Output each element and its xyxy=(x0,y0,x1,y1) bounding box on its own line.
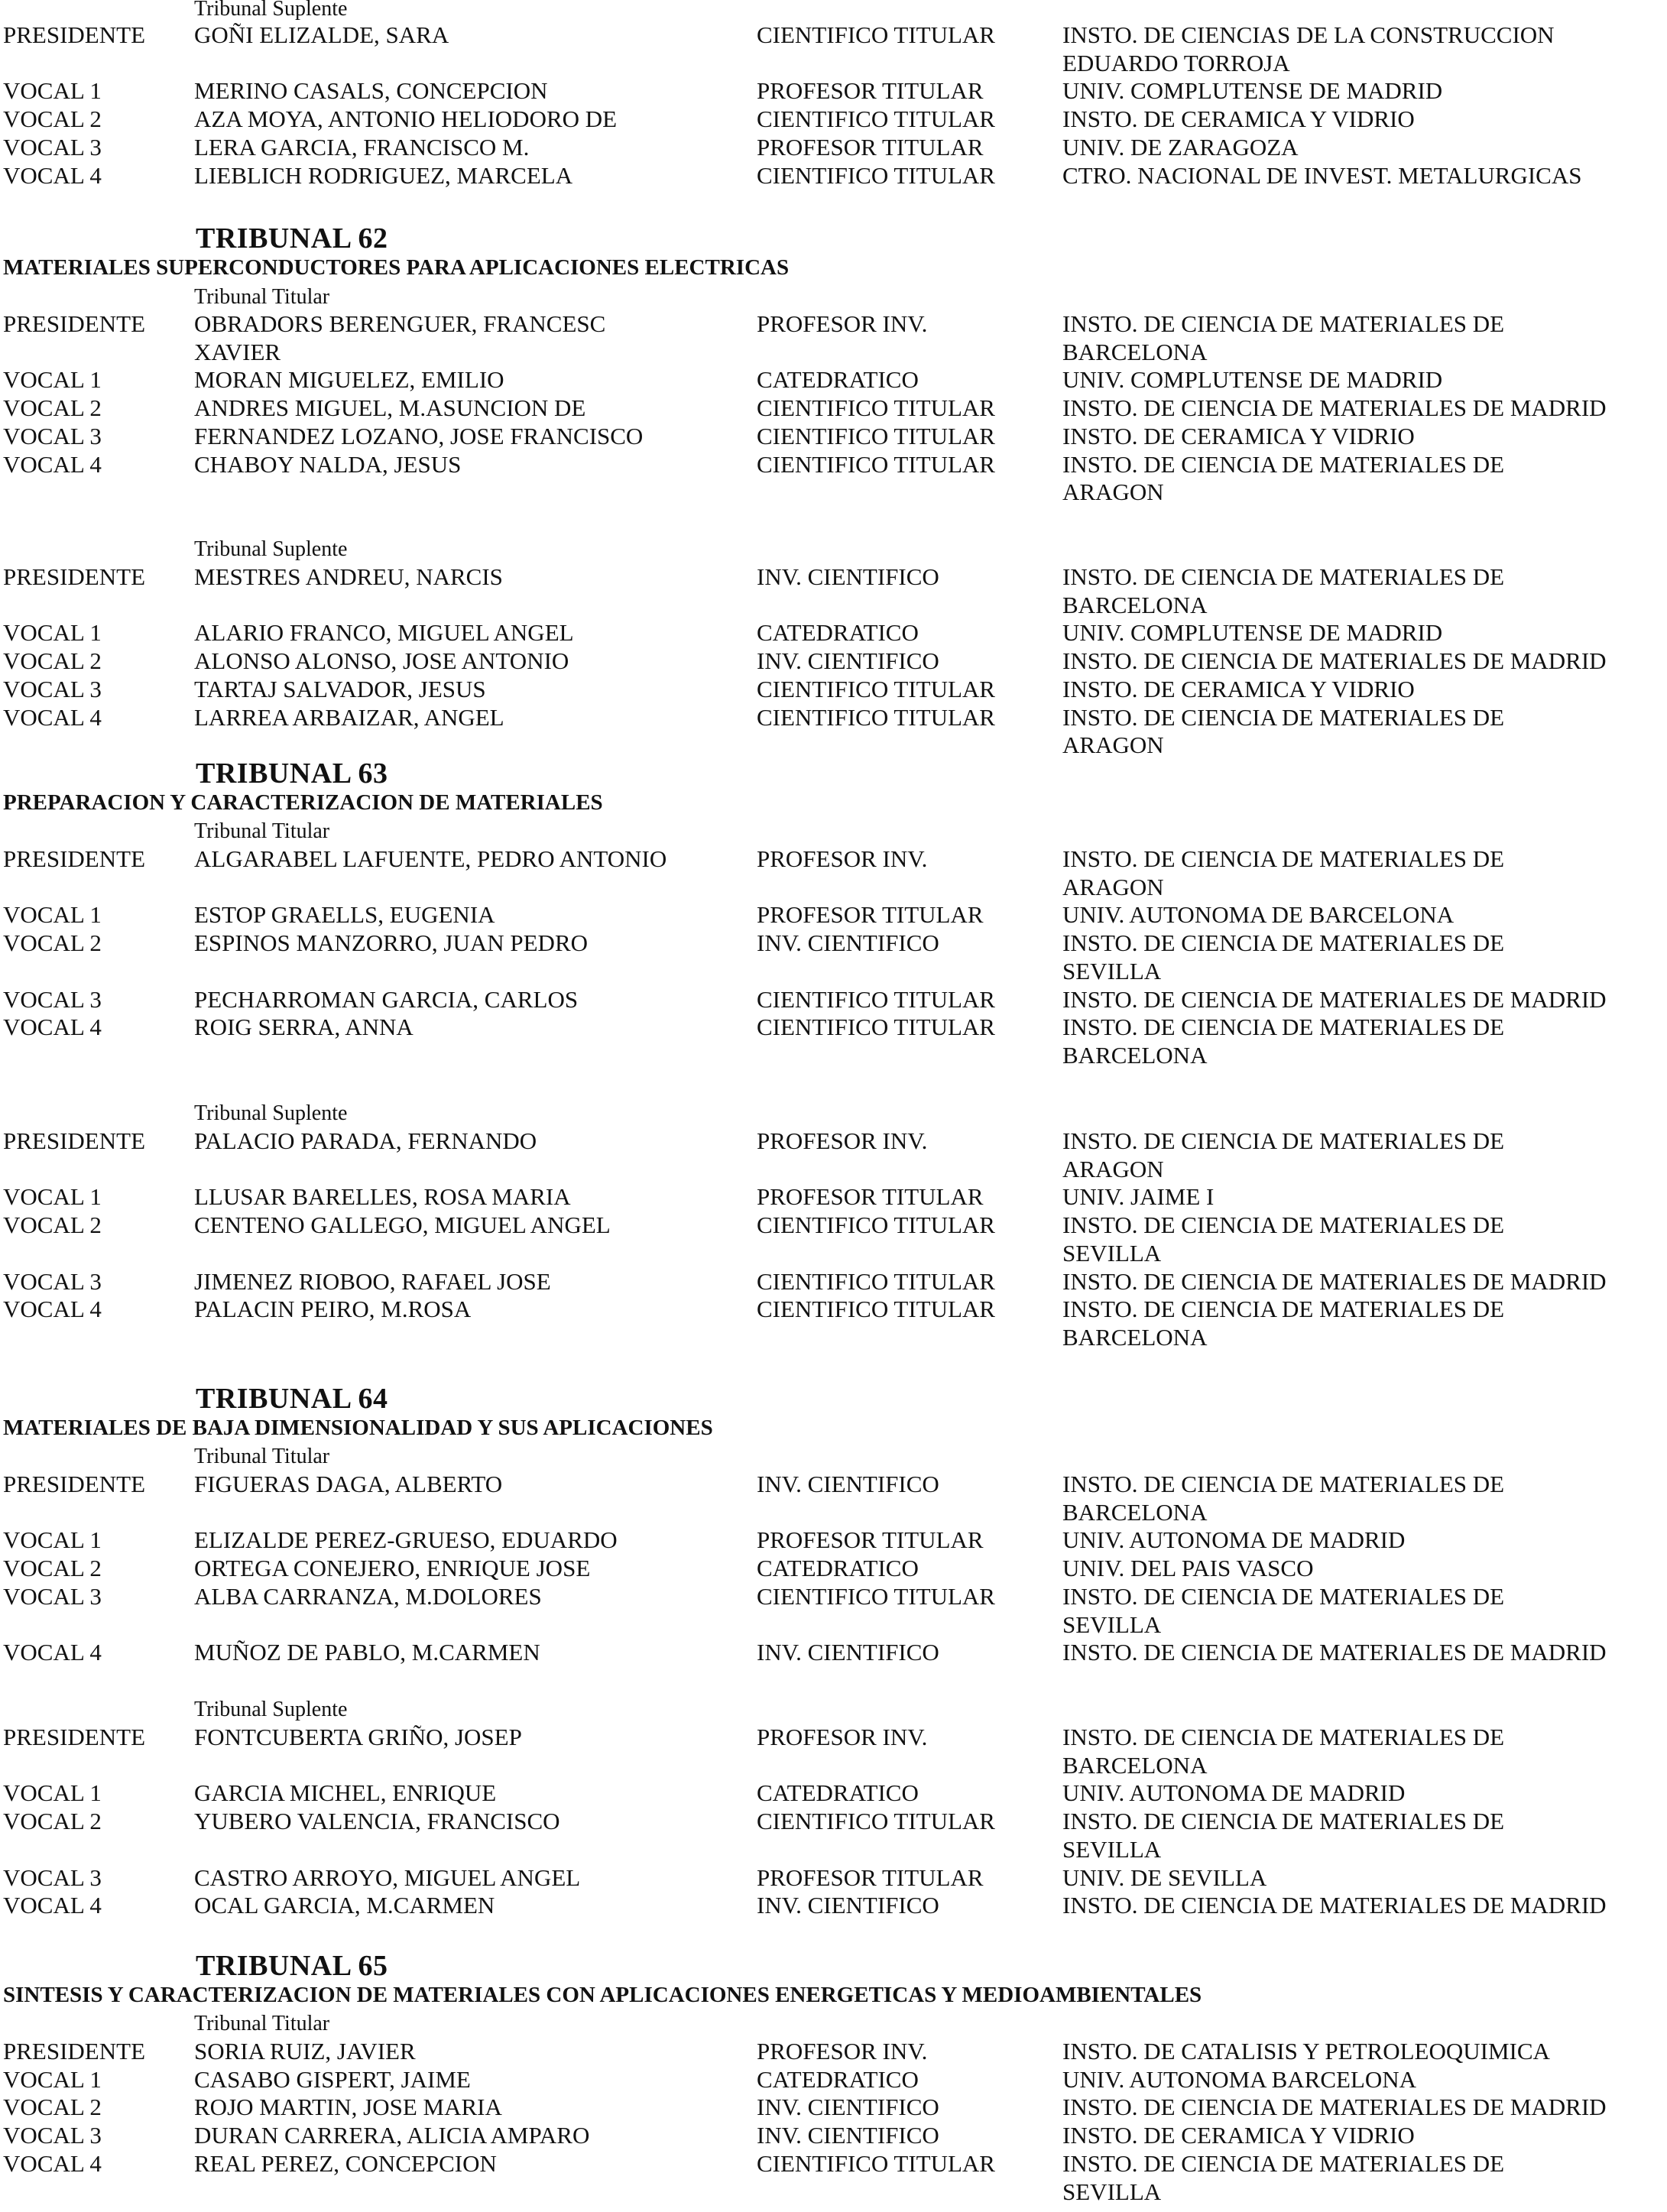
member-name: MUÑOZ DE PABLO, M.CARMEN xyxy=(194,1639,540,1666)
member-role: PRESIDENTE xyxy=(3,1471,145,1497)
member-name: REAL PEREZ, CONCEPCION xyxy=(194,2149,497,2177)
member-institution-cont: ARAGON xyxy=(1062,478,1164,506)
member-row xyxy=(0,647,1667,676)
member-position: PROFESOR TITULAR xyxy=(757,1526,984,1554)
member-name: MERINO CASALS, CONCEPCION xyxy=(194,77,548,105)
member-role: VOCAL 1 xyxy=(3,77,102,105)
member-institution-cont: SEVILLA xyxy=(1062,1239,1162,1267)
member-position: PROFESOR TITULAR xyxy=(757,1863,984,1891)
member-institution-cont: BARCELONA xyxy=(1062,1323,1208,1351)
member-role: VOCAL 3 xyxy=(3,1863,102,1891)
member-institution: INSTO. DE CIENCIA DE MATERIALES DE MADRID xyxy=(1062,1267,1607,1295)
member-row-continuation xyxy=(0,50,1667,78)
member-name: ALARIO FRANCO, MIGUEL ANGEL xyxy=(194,619,574,647)
member-role: VOCAL 4 xyxy=(3,450,102,478)
tribunal-title: TRIBUNAL 63 xyxy=(196,757,388,790)
member-position: INV. CIENTIFICO xyxy=(757,563,939,590)
member-row-continuation xyxy=(0,874,1667,902)
member-institution-cont: ARAGON xyxy=(1062,731,1164,759)
member-name: CHABOY NALDA, JESUS xyxy=(194,450,462,478)
member-name: ANDRES MIGUEL, M.ASUNCION DE xyxy=(194,394,586,422)
member-role: VOCAL 1 xyxy=(3,1183,102,1211)
member-row xyxy=(0,1892,1667,1920)
member-name: LARREA ARBAIZAR, ANGEL xyxy=(194,703,504,731)
member-institution: INSTO. DE CERAMICA Y VIDRIO xyxy=(1062,105,1415,133)
tribunal-title: TRIBUNAL 64 xyxy=(196,1383,388,1415)
member-name: JIMENEZ RIOBOO, RAFAEL JOSE xyxy=(194,1267,551,1295)
member-position: INV. CIENTIFICO xyxy=(757,1471,939,1497)
member-role: VOCAL 2 xyxy=(3,929,102,957)
member-institution: INSTO. DE CERAMICA Y VIDRIO xyxy=(1062,675,1415,702)
member-institution-cont: BARCELONA xyxy=(1062,338,1208,365)
member-row xyxy=(0,1864,1667,1893)
member-name: CENTENO GALLEGO, MIGUEL ANGEL xyxy=(194,1211,611,1239)
member-position: INV. CIENTIFICO xyxy=(757,929,939,957)
member-row xyxy=(0,845,1667,874)
member-institution: UNIV. AUTONOMA DE MADRID xyxy=(1062,1526,1406,1554)
member-role: VOCAL 1 xyxy=(3,1779,102,1807)
member-name: DURAN CARRERA, ALICIA AMPARO xyxy=(194,2122,590,2149)
member-row xyxy=(0,162,1667,190)
member-row xyxy=(0,2094,1667,2122)
member-position: PROFESOR INV. xyxy=(757,1724,928,1750)
member-role: VOCAL 2 xyxy=(3,105,102,133)
member-row-continuation xyxy=(0,1042,1667,1070)
member-role: VOCAL 3 xyxy=(3,133,102,161)
member-position: CATEDRATICO xyxy=(757,2065,919,2093)
member-role: VOCAL 4 xyxy=(3,703,102,731)
member-position: CIENTIFICO TITULAR xyxy=(757,422,995,449)
member-role: VOCAL 4 xyxy=(3,1296,102,1323)
member-row-continuation xyxy=(0,2178,1667,2207)
panel-label: Tribunal Titular xyxy=(194,1445,330,1468)
member-role: VOCAL 4 xyxy=(3,1892,102,1919)
member-row xyxy=(0,986,1667,1014)
member-institution: INSTO. DE CIENCIA DE MATERIALES DE xyxy=(1062,1808,1505,1835)
member-row xyxy=(0,366,1667,394)
member-row xyxy=(0,1183,1667,1211)
member-name: ALONSO ALONSO, JOSE ANTONIO xyxy=(194,647,569,675)
member-name-cont: XAVIER xyxy=(194,338,281,365)
member-name: TARTAJ SALVADOR, JESUS xyxy=(194,675,486,702)
member-position: CIENTIFICO TITULAR xyxy=(757,703,995,731)
member-role: VOCAL 2 xyxy=(3,1211,102,1239)
member-institution: UNIV. DE SEVILLA xyxy=(1062,1863,1267,1891)
member-row-continuation xyxy=(0,1752,1667,1780)
member-name: OBRADORS BERENGUER, FRANCESC xyxy=(194,310,606,337)
panel-label: Tribunal Suplente xyxy=(194,1698,348,1721)
member-name: CASABO GISPERT, JAIME xyxy=(194,2065,471,2093)
member-name: LERA GARCIA, FRANCISCO M. xyxy=(194,133,530,161)
member-name: ORTEGA CONEJERO, ENRIQUE JOSE xyxy=(194,1555,591,1582)
member-role: VOCAL 2 xyxy=(3,647,102,675)
member-row xyxy=(0,77,1667,105)
member-institution: CTRO. NACIONAL DE INVEST. METALURGICAS xyxy=(1062,161,1582,189)
member-name: OCAL GARCIA, M.CARMEN xyxy=(194,1892,495,1919)
member-institution: INSTO. DE CIENCIA DE MATERIALES DE xyxy=(1062,845,1505,872)
member-institution-cont: BARCELONA xyxy=(1062,1498,1208,1526)
member-institution: INSTO. DE CIENCIA DE MATERIALES DE xyxy=(1062,310,1505,337)
member-position: CATEDRATICO xyxy=(757,1555,919,1582)
member-row-continuation xyxy=(0,478,1667,507)
member-row xyxy=(0,394,1667,423)
member-institution-cont: SEVILLA xyxy=(1062,2178,1162,2205)
member-row xyxy=(0,1211,1667,1240)
member-position: CATEDRATICO xyxy=(757,366,919,394)
member-name: ELIZALDE PEREZ-GRUESO, EDUARDO xyxy=(194,1526,618,1554)
member-position: INV. CIENTIFICO xyxy=(757,647,939,675)
member-role: VOCAL 4 xyxy=(3,2149,102,2177)
member-name: MORAN MIGUELEZ, EMILIO xyxy=(194,366,504,394)
tribunal-topic: SINTESIS Y CARACTERIZACION DE MATERIALES CON APLICACIONES ENERGETICAS Y MEDIOAMBIENTALES xyxy=(3,1983,1202,2007)
member-row-continuation xyxy=(0,1324,1667,1352)
member-name: PECHARROMAN GARCIA, CARLOS xyxy=(194,985,579,1013)
member-row xyxy=(0,423,1667,451)
panel-label: Tribunal Titular xyxy=(194,2012,330,2035)
member-institution-cont: SEVILLA xyxy=(1062,957,1162,984)
member-position: CIENTIFICO TITULAR xyxy=(757,1582,995,1610)
member-institution: INSTO. DE CERAMICA Y VIDRIO xyxy=(1062,422,1415,449)
member-institution-cont: ARAGON xyxy=(1062,873,1164,900)
member-position: CATEDRATICO xyxy=(757,1779,919,1807)
panel-label: Tribunal Suplente xyxy=(194,1101,348,1125)
member-name: ROIG SERRA, ANNA xyxy=(194,1014,414,1041)
tribunal-topic: MATERIALES DE BAJA DIMENSIONALIDAD Y SUS APLICACIONES xyxy=(3,1416,713,1440)
member-row-continuation xyxy=(0,592,1667,620)
member-row xyxy=(0,1639,1667,1667)
member-institution: INSTO. DE CIENCIA DE MATERIALES DE xyxy=(1062,929,1505,957)
tribunal-title: TRIBUNAL 62 xyxy=(196,222,388,255)
member-role: VOCAL 1 xyxy=(3,366,102,394)
member-row xyxy=(0,2150,1667,2178)
member-row xyxy=(0,1471,1667,1499)
member-position: CIENTIFICO TITULAR xyxy=(757,1267,995,1295)
member-position: CIENTIFICO TITULAR xyxy=(757,394,995,422)
member-institution-cont: SEVILLA xyxy=(1062,1835,1162,1863)
member-name: LIEBLICH RODRIGUEZ, MARCELA xyxy=(194,161,573,189)
member-name: PALACIN PEIRO, M.ROSA xyxy=(194,1296,472,1323)
tribunal-topic: MATERIALES SUPERCONDUCTORES PARA APLICACIONES ELECTRICAS xyxy=(3,255,790,280)
member-name: YUBERO VALENCIA, FRANCISCO xyxy=(194,1808,560,1835)
member-row xyxy=(0,105,1667,134)
member-name: FIGUERAS DAGA, ALBERTO xyxy=(194,1471,503,1497)
member-name: SORIA RUIZ, JAVIER xyxy=(194,2038,416,2064)
member-row-continuation xyxy=(0,1156,1667,1184)
member-position: CIENTIFICO TITULAR xyxy=(757,450,995,478)
member-position: PROFESOR TITULAR xyxy=(757,133,984,161)
member-role: VOCAL 4 xyxy=(3,1014,102,1041)
member-row xyxy=(0,901,1667,929)
member-institution: INSTO. DE CIENCIA DE MATERIALES DE xyxy=(1062,2149,1505,2177)
member-institution-cont: BARCELONA xyxy=(1062,1751,1208,1779)
member-position: CIENTIFICO TITULAR xyxy=(757,1808,995,1835)
panel-label: Tribunal Titular xyxy=(194,819,330,843)
member-role: PRESIDENTE xyxy=(3,845,145,872)
member-row xyxy=(0,1296,1667,1324)
member-institution-cont: EDUARDO TORROJA xyxy=(1062,49,1290,76)
member-row xyxy=(0,2038,1667,2066)
member-institution: UNIV. COMPLUTENSE DE MADRID xyxy=(1062,366,1443,394)
member-institution: INSTO. DE CIENCIA DE MATERIALES DE MADRID xyxy=(1062,1892,1607,1919)
member-institution-cont: ARAGON xyxy=(1062,1155,1164,1182)
member-row xyxy=(0,21,1667,50)
member-institution: INSTO. DE CIENCIA DE MATERIALES DE MADRID xyxy=(1062,2094,1607,2121)
member-institution: UNIV. COMPLUTENSE DE MADRID xyxy=(1062,619,1443,647)
member-position: PROFESOR TITULAR xyxy=(757,77,984,105)
member-position: CIENTIFICO TITULAR xyxy=(757,2149,995,2177)
member-institution: INSTO. DE CIENCIA DE MATERIALES DE xyxy=(1062,1296,1505,1323)
member-institution: INSTO. DE CIENCIA DE MATERIALES DE xyxy=(1062,1724,1505,1750)
member-position: CIENTIFICO TITULAR xyxy=(757,1014,995,1041)
member-role: VOCAL 3 xyxy=(3,985,102,1013)
member-position: PROFESOR TITULAR xyxy=(757,901,984,929)
member-name: GOÑI ELIZALDE, SARA xyxy=(194,21,449,48)
member-role: VOCAL 3 xyxy=(3,2122,102,2149)
member-role: VOCAL 1 xyxy=(3,619,102,647)
member-row xyxy=(0,1555,1667,1583)
member-role: VOCAL 2 xyxy=(3,394,102,422)
member-role: PRESIDENTE xyxy=(3,21,145,48)
member-institution: INSTO. DE CIENCIA DE MATERIALES DE xyxy=(1062,1471,1505,1497)
member-institution: INSTO. DE CIENCIA DE MATERIALES DE xyxy=(1062,1211,1505,1239)
member-name: AZA MOYA, ANTONIO HELIODORO DE xyxy=(194,105,618,133)
member-name: MESTRES ANDREU, NARCIS xyxy=(194,563,503,590)
member-position: CIENTIFICO TITULAR xyxy=(757,1211,995,1239)
member-row xyxy=(0,1127,1667,1156)
member-row xyxy=(0,134,1667,162)
member-name: LLUSAR BARELLES, ROSA MARIA xyxy=(194,1183,571,1211)
member-position: CIENTIFICO TITULAR xyxy=(757,985,995,1013)
member-row xyxy=(0,1268,1667,1296)
member-row-continuation xyxy=(0,1499,1667,1527)
member-name: ALGARABEL LAFUENTE, PEDRO ANTONIO xyxy=(194,845,667,872)
member-institution: INSTO. DE CIENCIA DE MATERIALES DE xyxy=(1062,703,1505,731)
member-institution: INSTO. DE CIENCIA DE MATERIALES DE MADRID xyxy=(1062,394,1607,422)
member-role: VOCAL 2 xyxy=(3,2094,102,2121)
member-row xyxy=(0,704,1667,732)
member-row-continuation xyxy=(0,339,1667,367)
member-role: PRESIDENTE xyxy=(3,1127,145,1154)
member-position: CIENTIFICO TITULAR xyxy=(757,161,995,189)
member-row-continuation xyxy=(0,1240,1667,1268)
member-role: PRESIDENTE xyxy=(3,1724,145,1750)
member-position: PROFESOR INV. xyxy=(757,2038,928,2064)
member-row-continuation xyxy=(0,958,1667,986)
member-row xyxy=(0,619,1667,647)
member-position: CIENTIFICO TITULAR xyxy=(757,675,995,702)
member-row xyxy=(0,1526,1667,1555)
member-row xyxy=(0,563,1667,592)
member-role: VOCAL 1 xyxy=(3,1526,102,1554)
member-role: PRESIDENTE xyxy=(3,563,145,590)
member-position: PROFESOR INV. xyxy=(757,845,928,872)
member-position: PROFESOR TITULAR xyxy=(757,1183,984,1211)
member-name: FONTCUBERTA GRIÑO, JOSEP xyxy=(194,1724,522,1750)
member-row-continuation xyxy=(0,1611,1667,1640)
member-row xyxy=(0,2122,1667,2150)
member-position: PROFESOR INV. xyxy=(757,1127,928,1154)
member-name: PALACIO PARADA, FERNANDO xyxy=(194,1127,537,1154)
member-institution: INSTO. DE CIENCIAS DE LA CONSTRUCCION xyxy=(1062,21,1555,48)
tribunal-title: TRIBUNAL 65 xyxy=(196,1950,388,1982)
member-institution: UNIV. AUTONOMA DE BARCELONA xyxy=(1062,901,1455,929)
member-role: VOCAL 2 xyxy=(3,1808,102,1835)
member-name: GARCIA MICHEL, ENRIQUE xyxy=(194,1779,497,1807)
member-institution: INSTO. DE CIENCIA DE MATERIALES DE MADRID xyxy=(1062,1639,1607,1666)
member-position: CIENTIFICO TITULAR xyxy=(757,1296,995,1323)
member-position: PROFESOR INV. xyxy=(757,310,928,337)
member-institution: UNIV. DEL PAIS VASCO xyxy=(1062,1555,1314,1582)
member-row xyxy=(0,929,1667,958)
member-position: CIENTIFICO TITULAR xyxy=(757,105,995,133)
member-row xyxy=(0,310,1667,339)
member-role: VOCAL 3 xyxy=(3,1267,102,1295)
member-institution: INSTO. DE CIENCIA DE MATERIALES DE xyxy=(1062,563,1505,590)
member-name: ESPINOS MANZORRO, JUAN PEDRO xyxy=(194,929,589,957)
member-position: CATEDRATICO xyxy=(757,619,919,647)
member-institution: UNIV. COMPLUTENSE DE MADRID xyxy=(1062,77,1443,105)
member-position: INV. CIENTIFICO xyxy=(757,2122,939,2149)
member-role: VOCAL 1 xyxy=(3,2065,102,2093)
member-name: ROJO MARTIN, JOSE MARIA xyxy=(194,2094,502,2121)
member-role: VOCAL 2 xyxy=(3,1555,102,1582)
member-role: VOCAL 3 xyxy=(3,1582,102,1610)
member-row xyxy=(0,2066,1667,2094)
panel-label: Tribunal Titular xyxy=(194,285,330,309)
member-role: VOCAL 3 xyxy=(3,675,102,702)
member-role: VOCAL 4 xyxy=(3,1639,102,1666)
member-position: CIENTIFICO TITULAR xyxy=(757,21,995,48)
member-name: ESTOP GRAELLS, EUGENIA xyxy=(194,901,495,929)
member-institution: INSTO. DE CIENCIA DE MATERIALES DE xyxy=(1062,1582,1505,1610)
member-institution: UNIV. AUTONOMA BARCELONA xyxy=(1062,2065,1417,2093)
member-row xyxy=(0,1724,1667,1752)
member-name: ALBA CARRANZA, M.DOLORES xyxy=(194,1582,542,1610)
member-row-continuation xyxy=(0,1836,1667,1864)
member-row xyxy=(0,1779,1667,1808)
member-institution: UNIV. AUTONOMA DE MADRID xyxy=(1062,1779,1406,1807)
panel-label: Tribunal Suplente xyxy=(194,537,348,561)
member-role: VOCAL 3 xyxy=(3,422,102,449)
member-row-continuation xyxy=(0,731,1667,760)
member-role: PRESIDENTE xyxy=(3,2038,145,2064)
member-institution: INSTO. DE CIENCIA DE MATERIALES DE xyxy=(1062,1127,1505,1154)
member-row xyxy=(0,1014,1667,1042)
member-institution: UNIV. JAIME I xyxy=(1062,1183,1215,1211)
member-position: INV. CIENTIFICO xyxy=(757,2094,939,2121)
member-role: PRESIDENTE xyxy=(3,310,145,337)
member-institution: INSTO. DE CERAMICA Y VIDRIO xyxy=(1062,2122,1415,2149)
member-role: VOCAL 4 xyxy=(3,161,102,189)
member-institution: INSTO. DE CATALISIS Y PETROLEOQUIMICA xyxy=(1062,2038,1550,2064)
member-name: FERNANDEZ LOZANO, JOSE FRANCISCO xyxy=(194,422,644,449)
member-institution-cont: BARCELONA xyxy=(1062,1041,1208,1069)
member-institution: INSTO. DE CIENCIA DE MATERIALES DE MADRID xyxy=(1062,647,1607,675)
member-institution: INSTO. DE CIENCIA DE MATERIALES DE xyxy=(1062,1014,1505,1041)
tribunal-topic: PREPARACION Y CARACTERIZACION DE MATERIALES xyxy=(3,790,603,815)
member-institution: UNIV. DE ZARAGOZA xyxy=(1062,133,1299,161)
member-role: VOCAL 1 xyxy=(3,901,102,929)
panel-label: Tribunal Suplente xyxy=(194,0,348,21)
member-institution: INSTO. DE CIENCIA DE MATERIALES DE xyxy=(1062,450,1505,478)
member-institution-cont: BARCELONA xyxy=(1062,591,1208,618)
member-institution-cont: SEVILLA xyxy=(1062,1610,1162,1638)
member-institution: INSTO. DE CIENCIA DE MATERIALES DE MADRID xyxy=(1062,985,1607,1013)
member-row xyxy=(0,676,1667,704)
member-position: INV. CIENTIFICO xyxy=(757,1639,939,1666)
member-row xyxy=(0,1808,1667,1836)
member-row xyxy=(0,1583,1667,1611)
member-row xyxy=(0,451,1667,479)
member-name: CASTRO ARROYO, MIGUEL ANGEL xyxy=(194,1863,581,1891)
member-position: INV. CIENTIFICO xyxy=(757,1892,939,1919)
